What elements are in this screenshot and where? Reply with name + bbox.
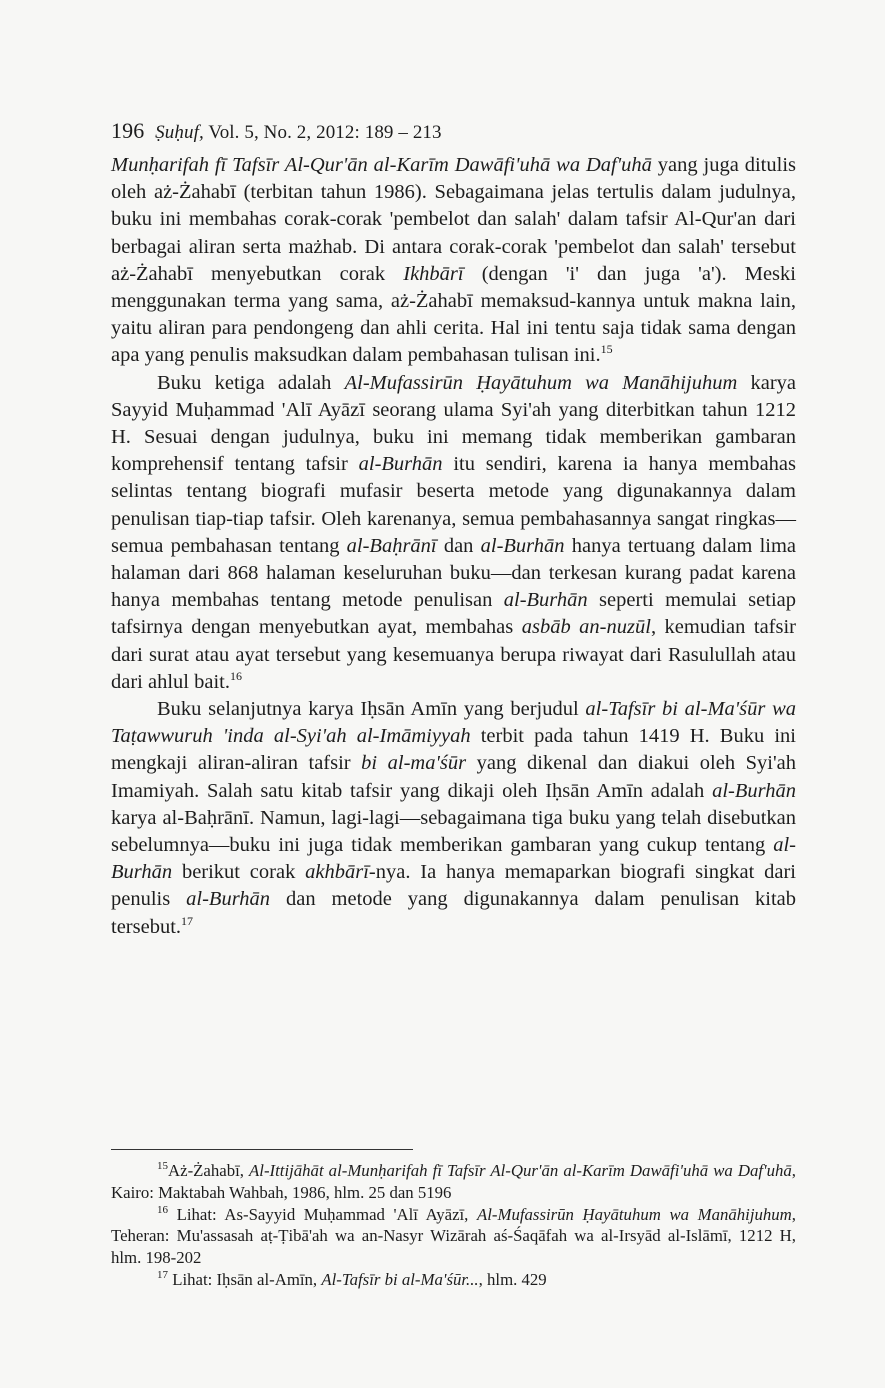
footnote-ref-15[interactable]: 15 [600, 342, 613, 357]
book-title: Munḥarifah fī Tafsīr Al-Qur'ān al-Karīm Dawāfi'uhā wa Daf'uhā [111, 154, 652, 176]
text-run: , hlm. 429 [478, 1269, 547, 1289]
term-italic: bi al-ma'śūr [361, 752, 467, 775]
text-run: , Kairo: Maktabah Wahbah, 1986, hlm. 25 dan 5196 [111, 1161, 796, 1202]
running-header [111, 118, 442, 144]
journal-name: Ṣuḥuf, [155, 122, 204, 143]
text-run: terbit pada tahun 1419 H. Buku ini mengkaji aliran-aliran tafsir [111, 725, 797, 775]
text-run: -nya. Ia hanya memaparkan biografi singkat dari penulis [111, 861, 796, 911]
book-title: Al-Ittijāhāt al-Munḥarifah fī Tafsīr Al-Qur'ān al-Karīm Dawāfi'uhā wa Daf'uhā [249, 1161, 792, 1180]
text-run: Buku ketiga adalah [157, 371, 345, 394]
term-italic: akhbārī [305, 861, 369, 884]
text-run: dan [436, 534, 481, 557]
term-italic: al-Burhān [358, 453, 443, 476]
book-title: al-Tafsīr bi al-Ma'śūr wa Taṭawwuruh 'inda al-Syi'ah al-Imāmiyyah [111, 698, 796, 748]
paragraph-3 [111, 696, 796, 941]
text-run: (dengan 'i' dan juga 'a'). Meski menggunakan terma yang sama, aż-Żahabī memaksud-kannya untuk makna lain, yaitu aliran para pendongeng dan ahli cerita. Hal ini tentu saja tidak sama dengan apa yang penulis maksudkan dalam pembahasan tulisan ini. [111, 262, 796, 367]
book-title: Al-Mufassirūn Ḥayātuhum wa Manāhijuhum [476, 1204, 792, 1224]
text-run: dan metode yang digunakannya dalam penulisan kitab tersebut. [111, 888, 796, 938]
book-title: Al-Tafsīr bi al-Ma'śūr... [321, 1269, 479, 1289]
page-number: 196 [111, 118, 145, 143]
text-run: , kemudian tafsir dari surat atau ayat tersebut yang kesemuanya berupa riwayat dari Rasulullah atau dari ahlul bait. [111, 616, 796, 693]
term-italic: Ikhbārī [403, 262, 464, 285]
text-run: berikut corak [172, 861, 306, 884]
paragraph-2 [111, 370, 796, 696]
term-italic: al-Burhān [111, 834, 796, 884]
text-run: yang juga ditulis oleh aż-Żahabī (terbitan tahun 1986). Sebagaimana jelas tertulis dalam judulnya, buku ini membahas corak-corak 'pembelot dan salah' dalam tafsir Al-Qur'an dari berbagai aliran serta mażhab. Di antara corak-corak 'pembelot dan salah' tersebut aż-Żahabī menyebutkan corak [111, 154, 796, 285]
text-run: yang dikenal dan diakui oleh Syi'ah Imamiyah. Salah satu kitab tafsir yang dikaji oleh Iḥsān Amīn adalah [111, 752, 796, 802]
footnote-15 [111, 1160, 796, 1204]
footnote-ref-16[interactable]: 16 [229, 668, 242, 683]
footnote-ref-17[interactable]: 17 [181, 913, 194, 928]
footnote-number: 17 [157, 1268, 168, 1281]
main-text [111, 152, 796, 941]
term-italic: al-Baḥrānī [346, 534, 437, 557]
footnotes [111, 1160, 796, 1291]
text-run: Buku selanjutnya karya Iḥsān Amīn yang berjudul [157, 698, 586, 721]
footnote-16 [111, 1204, 796, 1269]
term-italic: al-Burhān [503, 589, 588, 612]
footnote-17 [111, 1269, 796, 1291]
term-italic: asbāb an-nuzūl [521, 616, 651, 639]
text-run: Lihat: Iḥsān al-Amīn, [168, 1269, 322, 1289]
text-run: karya Sayyid Muḥammad 'Alī Ayāzī seorang ulama Syi'ah yang diterbitkan tahun 1212 H. Sesuai dengan judulnya, buku ini memang tidak memberikan gambaran komprehensif tentang tafsir [111, 371, 796, 476]
text-run: seperti memulai setiap tafsirnya dengan menyebutkan ayat, membahas [111, 589, 796, 639]
footnote-number: 15 [157, 1160, 168, 1172]
paragraph-1 [111, 152, 796, 370]
term-italic: al-Burhān [480, 534, 565, 557]
text-run: itu sendiri, karena ia hanya membahas selintas tentang biografi mufasir beserta metode yang digunakannya dalam penulisan tiap-tiap tafsir. Oleh karenanya, semua pembahasannya sangat ringkas—semua pembahasan tentang [111, 453, 796, 557]
text-run: karya al-Baḥrānī. Namun, lagi-lagi—sebagaimana tiga buku yang telah disebutkan sebelumnya—buku ini juga tidak memberikan gambaran yang cukup tentang [111, 806, 796, 857]
term-italic: al-Burhān [186, 888, 271, 911]
footnote-divider [111, 1149, 413, 1150]
book-title: Al-Mufassirūn Ḥayātuhum wa Manāhijuhum [344, 371, 738, 394]
text-run: Lihat: As-Sayyid Muḥammad 'Alī Ayāzī, [168, 1204, 477, 1224]
term-italic: al-Burhān [712, 779, 796, 802]
text-run: hanya tertuang dalam lima halaman dari 868 halaman keseluruhan buku—dan terkesan kurang padat karena hanya membahas tentang metode penulisan [111, 534, 797, 612]
footnote-number: 16 [157, 1203, 168, 1216]
journal-citation: Vol. 5, No. 2, 2012: 189 – 213 [208, 122, 442, 143]
text-run: Aż-Żahabī, [168, 1161, 250, 1180]
text-run: , Teheran: Mu'assasah aṭ-Ṭibā'ah wa an-Nasyr Wizārah aś-Śaqāfah wa al-Irsyād al-Islāmī, 1212 H, hlm. 198-202 [111, 1204, 796, 1268]
